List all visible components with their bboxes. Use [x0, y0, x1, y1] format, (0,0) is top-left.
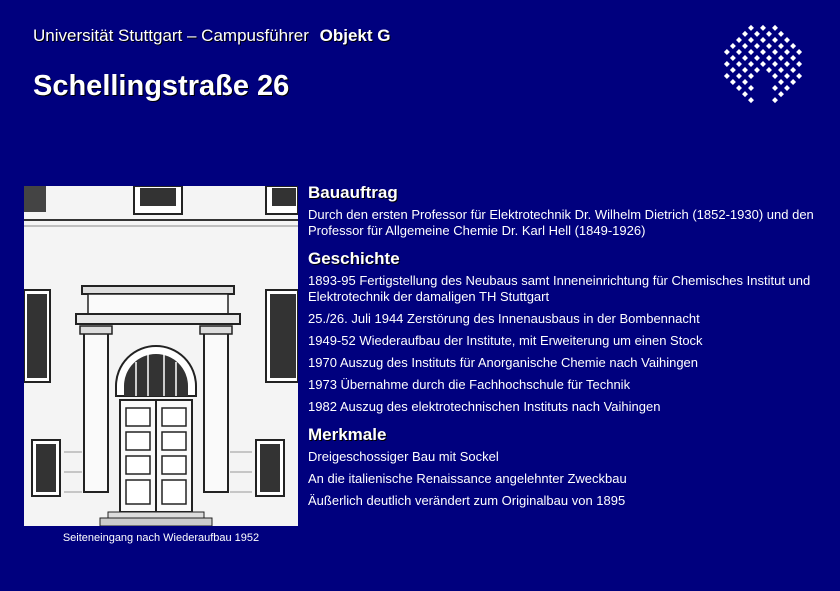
building-photo [24, 186, 298, 526]
logo-dot [790, 67, 796, 73]
logo-dot [796, 73, 802, 79]
university-stuttgart-logo-icon [718, 20, 808, 108]
section-geschichte [308, 249, 828, 415]
section-heading: Merkmale [308, 425, 387, 444]
logo-dot [760, 61, 766, 67]
logo-dot [796, 49, 802, 55]
logo-dot [748, 73, 754, 79]
campus-guide-subtitle [33, 26, 391, 46]
list-item: 1973 Übernahme durch die Fachhochschule für Technik [308, 377, 631, 392]
section-merkmale [308, 425, 828, 509]
page-title: Schellingstraße 26 [33, 70, 290, 102]
logo-dot [748, 37, 754, 43]
logo-dot [772, 37, 778, 43]
logo-dot [766, 67, 772, 73]
list-item: An die italienische Renaissance angelehnter Zweckbau [308, 471, 627, 486]
logo-dot [742, 55, 748, 61]
logo-dot [736, 61, 742, 67]
logo-dot [760, 25, 766, 31]
logo-dot [796, 61, 802, 67]
logo-dot [736, 49, 742, 55]
logo-dot [766, 55, 772, 61]
logo-dot [724, 61, 730, 67]
logo-dot [724, 49, 730, 55]
list-item: Äußerlich deutlich verändert zum Originalbau von 1895 [308, 493, 626, 508]
logo-dot [784, 73, 790, 79]
logo-dot [754, 67, 760, 73]
logo-dot [766, 31, 772, 37]
logo-dot [742, 67, 748, 73]
logo-dot [724, 73, 730, 79]
logo-dot [742, 79, 748, 85]
logo-dot [778, 43, 784, 49]
object-label: Objekt G [319, 26, 391, 45]
logo-dot [784, 49, 790, 55]
list-item: Durch den ersten Professor für Elektrotechnik Dr. Wilhelm Dietrich (1852-1930) und den Professor für Allgemeine Chemie Dr. Karl Hell (1849-1926) [308, 207, 814, 238]
subtitle-text: Universität Stuttgart – Campusführer [33, 26, 309, 45]
logo-dot [778, 79, 784, 85]
logo-dot [742, 43, 748, 49]
logo-dot [760, 37, 766, 43]
logo-dot [790, 43, 796, 49]
logo-dot [766, 43, 772, 49]
logo-dot [754, 55, 760, 61]
logo-dot [772, 85, 778, 91]
logo-dot [748, 61, 754, 67]
section-heading: Geschichte [308, 249, 400, 268]
logo-dot [736, 37, 742, 43]
logo-dot [760, 49, 766, 55]
logo-dot [730, 67, 736, 73]
logo-dot [778, 31, 784, 37]
logo-dot [784, 61, 790, 67]
logo-dot [730, 55, 736, 61]
logo-dot [754, 43, 760, 49]
logo-dot [784, 37, 790, 43]
logo-dot [790, 79, 796, 85]
logo-dot [748, 49, 754, 55]
logo-dot [730, 79, 736, 85]
list-item: 1970 Auszug des Instituts für Anorganische Chemie nach Vaihingen [308, 355, 699, 370]
content-area [308, 183, 828, 519]
logo-dot [754, 31, 760, 37]
logo-dot [748, 25, 754, 31]
logo-dot [742, 31, 748, 37]
list-item: Dreigeschossiger Bau mit Sockel [308, 449, 499, 464]
photo-caption: Seiteneingang nach Wiederaufbau 1952 [62, 532, 260, 544]
logo-dot [790, 55, 796, 61]
section-bauauftrag [308, 183, 828, 239]
logo-dot [772, 61, 778, 67]
logo-dot [742, 91, 748, 97]
section-heading: Bauauftrag [308, 183, 398, 202]
list-item: 1893-95 Fertigstellung des Neubaus samt Inneneinrichtung für Chemisches Institut und Elektrotechnik der damaligen TH Stuttgart [308, 273, 811, 304]
logo-dot [772, 49, 778, 55]
logo-dot [772, 25, 778, 31]
logo-dot [736, 85, 742, 91]
logo-dot [730, 43, 736, 49]
side-entrance-drawing-icon [24, 186, 298, 526]
logo-dot [778, 91, 784, 97]
list-item: 1982 Auszug des elektrotechnischen Instituts nach Vaihingen [308, 399, 661, 414]
logo-dot [778, 67, 784, 73]
list-item: 25./26. Juli 1944 Zerstörung des Innenausbaus in der Bombennacht [308, 311, 700, 326]
list-item: 1949-52 Wiederaufbau der Institute, mit Erweiterung um einen Stock [308, 333, 703, 348]
logo-dot [736, 73, 742, 79]
logo-dot [748, 85, 754, 91]
logo-dot [772, 73, 778, 79]
logo-dot [772, 97, 778, 103]
logo-dot [784, 85, 790, 91]
logo-dot [748, 97, 754, 103]
logo-dot [778, 55, 784, 61]
